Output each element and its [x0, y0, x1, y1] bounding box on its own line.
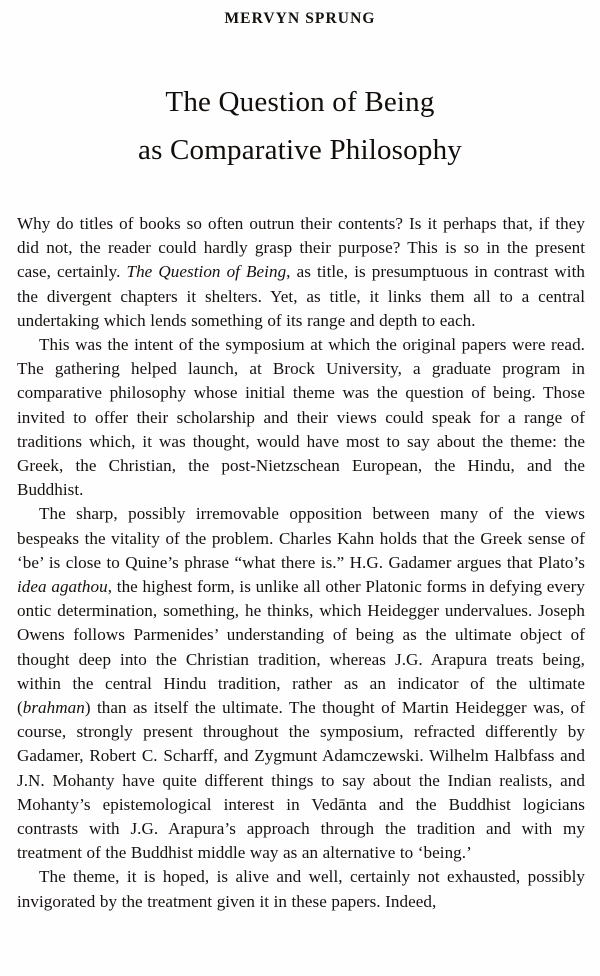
paragraph-p1: Why do titles of books so often outrun their contents? Is it perhaps that, if they did not, the reader could hardly grasp their purpose? This is so in the present case, certainly. The Question of Being, as title, is presumptuous in contrast with the divergent chapters it shelters. Yet, as title, it links them all to a central undertaking which lends something of its range and depth to each. — [17, 214, 585, 330]
chapter-title-line-2: as Comparative Philosophy — [138, 134, 462, 166]
italic-phrase: idea agathou — [17, 577, 108, 597]
paragraph-p3: The sharp, possibly irremovable opposition between many of the views bespeaks the vitality of the problem. Charles Kahn holds that the Greek sense of ‘be’ is close to Quine’s phrase “what there is.” H.G. Gadamer argues that Plato’s idea agathou, the highest form, is unlike all other Platonic forms in defying every ontic determination, something, he thinks, which Heidegger undervalues. Joseph Owens follows Parmenides’ understanding of being as the ultimate object of thought deep into the Christian tradition, whereas J.G. Arapura treats being, within the central Hindu tradition, rather as an indicator of the ultimate (brahman) than as itself the ultimate. The thought of Martin Heidegger was, of course, strongly present throughout the symposium, refracted differently by Gadamer, Robert C. Scharff, and Zygmunt Adamczewski. Wilhelm Halbfass and J.N. Mohanty have quite different things to say about the Indian realists, and Mohanty’s epistemological interest in Vedānta and the Buddhist logicians contrasts with J.G. Arapura’s approach through the tradition and with my treatment of the Buddhist middle way as an alternative to ‘being.’ — [17, 504, 585, 863]
paragraph-p4: The theme, it is hoped, is alive and well, certainly not exhausted, possibly invigorated by the treatment given it in these papers. Indeed, — [17, 867, 585, 911]
body-text — [0, 174, 600, 914]
italic-phrase: brahman — [22, 698, 85, 718]
italic-phrase: The Question of Being — [126, 262, 287, 282]
chapter-title-line-1: The Question of Being — [165, 86, 435, 118]
author-name: MERVYN SPRUNG — [224, 10, 376, 27]
chapter-title — [0, 28, 600, 174]
paragraph-p2: This was the intent of the symposium at which the original papers were read. The gathering helped launch, at Brock University, a graduate program in comparative philosophy whose initial theme was the question of being. Those invited to offer their scholarship and their views could speak for a range of traditions which, it was thought, would have most to say about the theme: the Greek, the Christian, the post-Nietzschean European, the Hindu, and the Buddhist. — [17, 335, 585, 500]
